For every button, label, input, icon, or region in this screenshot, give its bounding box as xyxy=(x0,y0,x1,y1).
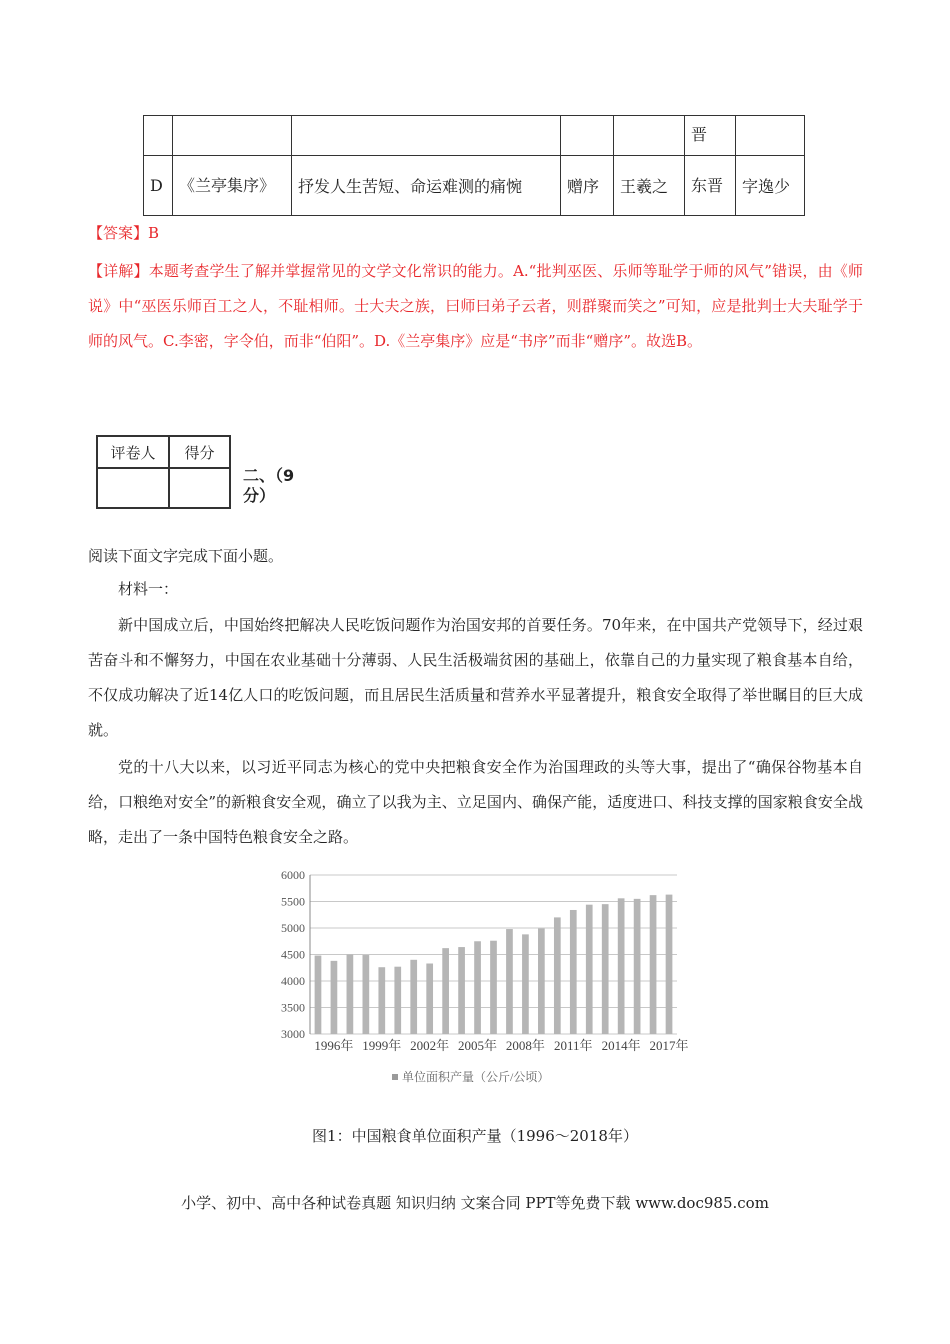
bar-2015 xyxy=(618,898,625,1034)
bar-2000 xyxy=(378,967,385,1034)
chart-bars xyxy=(315,895,673,1034)
figure-caption: 图1：中国粮食单位面积产量（1996～2018年） xyxy=(312,1127,638,1145)
table-cell xyxy=(173,116,292,156)
bar-2010 xyxy=(538,929,545,1034)
table-cell: 晋 xyxy=(685,116,736,156)
x-tick-label: 2002年 xyxy=(410,1038,450,1053)
chart-legend: 单位面积产量（公斤/公顷） xyxy=(402,1070,550,1084)
bar-2009 xyxy=(522,934,529,1034)
table-cell xyxy=(144,116,173,156)
material-label: 材料一： xyxy=(118,580,179,598)
options-table xyxy=(143,115,805,216)
detail-paragraph xyxy=(88,254,863,359)
bar-2008 xyxy=(506,929,513,1034)
section-heading-line1: 二、（9 xyxy=(243,466,295,485)
table-cell xyxy=(292,116,561,156)
table-cell: 抒发人生苦短、命运难测的痛惋 xyxy=(292,156,561,216)
table-cell xyxy=(614,116,685,156)
detail-label: 【详解】 xyxy=(88,262,149,280)
x-tick-label: 2005年 xyxy=(458,1038,498,1053)
grain-yield-chart xyxy=(270,860,690,1095)
legend-swatch xyxy=(392,1074,398,1080)
x-tick-label: 2014年 xyxy=(601,1038,641,1053)
y-tick-label: 4500 xyxy=(281,947,305,962)
answer-value: B xyxy=(148,224,160,242)
score-header-grader: 评卷人 xyxy=(97,436,169,468)
y-tick-label: 5500 xyxy=(281,894,305,909)
bar-2006 xyxy=(474,941,481,1034)
table-cell: 字逸少 xyxy=(736,156,805,216)
bar-2005 xyxy=(458,947,465,1034)
bar-1997 xyxy=(331,961,338,1034)
instruction-text: 阅读下面文字完成下面小题。 xyxy=(88,547,284,565)
bar-2003 xyxy=(426,964,433,1034)
y-tick-label: 6000 xyxy=(281,868,305,882)
chart-x-tick-labels xyxy=(314,1038,688,1053)
bar-1998 xyxy=(347,955,354,1035)
table-row xyxy=(144,116,805,156)
bar-2018 xyxy=(666,895,673,1034)
x-tick-label: 2008年 xyxy=(505,1038,545,1053)
bar-1996 xyxy=(315,956,322,1034)
grader-cell xyxy=(97,468,169,508)
table-cell xyxy=(736,116,805,156)
x-tick-label: 1996年 xyxy=(314,1038,354,1053)
bar-2002 xyxy=(410,960,417,1034)
y-tick-label: 3500 xyxy=(281,1000,305,1015)
section-heading-line2: 分） xyxy=(243,486,276,505)
y-tick-label: 3000 xyxy=(281,1027,305,1041)
bar-2004 xyxy=(442,948,449,1034)
y-tick-label: 4000 xyxy=(281,974,305,988)
bar-2007 xyxy=(490,941,497,1034)
bar-2017 xyxy=(650,895,657,1034)
material-paragraph-1: 新中国成立后，中国始终把解决人民吃饭问题作为治国安邦的首要任务。70年来，在中国共产党领导下，经过艰苦奋斗和不懈努力，中国在农业基础十分薄弱、人民生活极端贫困的基础上，依靠自己的力量实现了粮食基本自给，不仅成功解决了近14亿人口的吃饭问题，而且居民生活质量和营养水平显著提升，粮食安全取得了举世瞩目的巨大成就。 xyxy=(88,616,863,739)
material-paragraph-2: 党的十八大以来，以习近平同志为核心的党中央把粮食安全作为治国理政的头等大事，提出了“确保谷物基本自给，口粮绝对安全”的新粮食安全观，确立了以我为主、立足国内、确保产能，适度进口、科技支撑的国家粮食安全战略，走出了一条中国特色粮食安全之路。 xyxy=(88,758,863,846)
bar-2012 xyxy=(570,910,577,1034)
table-cell: D xyxy=(144,156,173,216)
score-cell xyxy=(169,468,230,508)
answer-line xyxy=(88,219,159,248)
bar-2001 xyxy=(394,967,401,1034)
chart-y-tick-labels xyxy=(281,868,305,1041)
x-tick-label: 1999年 xyxy=(362,1038,402,1053)
bar-2011 xyxy=(554,917,561,1034)
bar-1999 xyxy=(362,955,369,1034)
section-heading xyxy=(243,466,294,506)
x-tick-label: 2011年 xyxy=(554,1038,593,1053)
score-header-score: 得分 xyxy=(169,436,230,468)
score-table xyxy=(96,435,231,509)
bar-2016 xyxy=(634,899,641,1034)
table-row xyxy=(144,156,805,216)
bar-2013 xyxy=(586,905,593,1034)
bar-2014 xyxy=(602,904,609,1034)
table-cell: 《兰亭集序》 xyxy=(173,156,292,216)
table-cell: 王羲之 xyxy=(614,156,685,216)
y-tick-label: 5000 xyxy=(281,921,305,935)
table-cell xyxy=(561,116,614,156)
table-cell: 赠序 xyxy=(561,156,614,216)
table-cell: 东晋 xyxy=(685,156,736,216)
x-tick-label: 2017年 xyxy=(649,1038,689,1053)
detail-text: 本题考查学生了解并掌握常见的文学文化常识的能力。A.“批判巫医、乐师等耻学于师的风气”错误，由《师说》中“巫医乐师百工之人，不耻相师。士大夫之族，曰师曰弟子云者，则群聚而笑之”可知，应是批判士大夫耻学于师的风气。C.李密，字令伯，而非“伯阳”。D.《兰亭集序》应是“书序”而非“赠序”。故选B。 xyxy=(88,262,863,350)
answer-label: 【答案】 xyxy=(88,224,149,242)
page-footer: 小学、初中、高中各种试卷真题 知识归纳 文案合同 PPT等免费下载 www.doc985.com xyxy=(181,1194,769,1212)
